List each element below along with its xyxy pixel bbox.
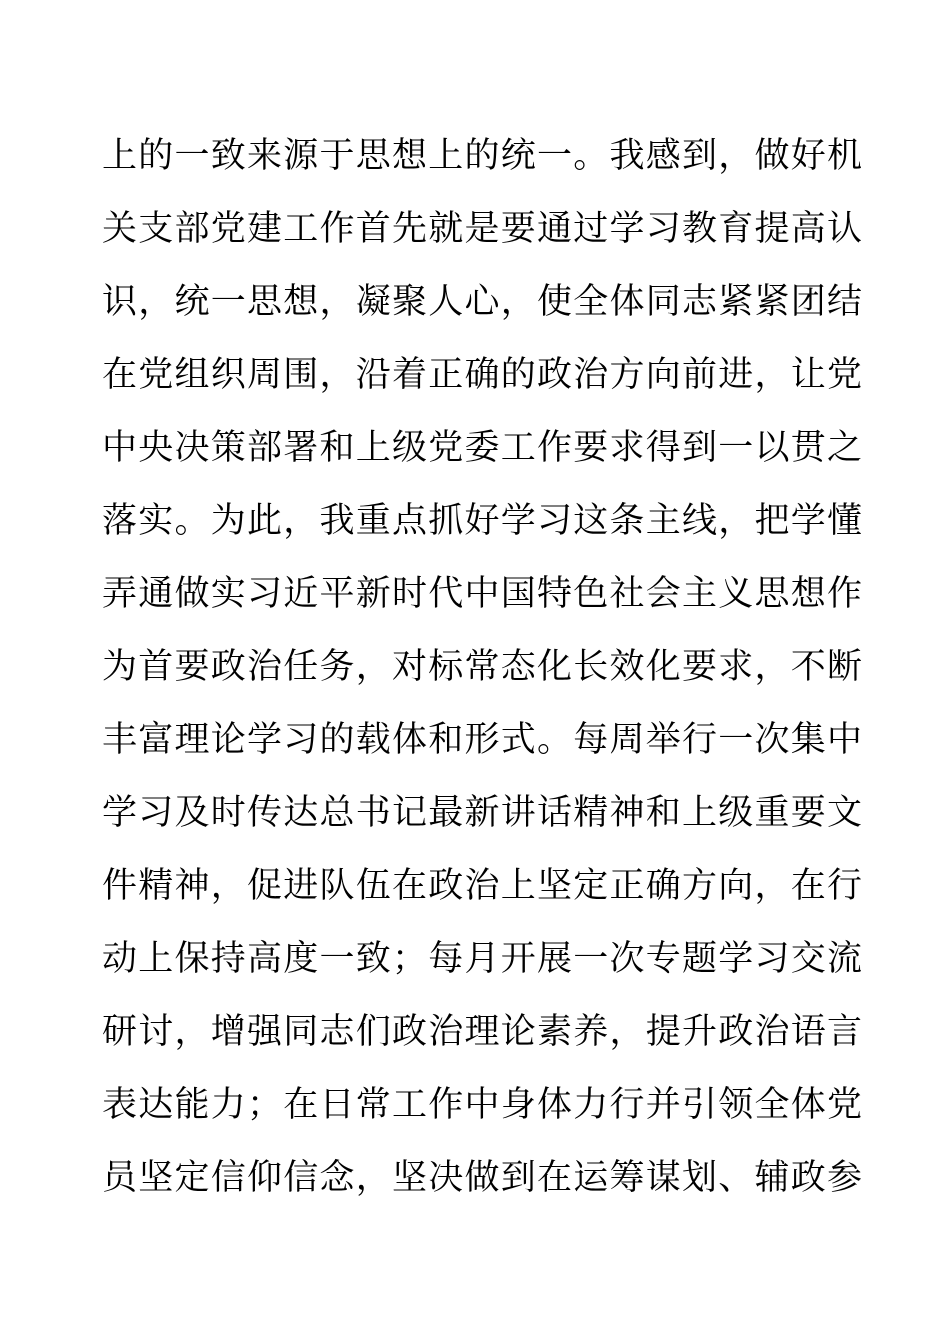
text-line: 为首要政治任务，对标常态化长效化要求，不断 (102, 647, 862, 687)
text-line: 在党组织周围，沿着正确的政治方向前进，让党 (102, 355, 862, 395)
text-line: 丰富理论学习的载体和形式。每周举行一次集中 (102, 720, 862, 760)
text-line: 弄通做实习近平新时代中国特色社会主义思想作 (102, 574, 862, 614)
text-line: 关支部党建工作首先就是要通过学习教育提高认 (102, 209, 862, 249)
text-line: 上的一致来源于思想上的统一。我感到，做好机 (102, 136, 862, 176)
text-line: 落实。为此，我重点抓好学习这条主线，把学懂 (102, 501, 862, 541)
body-text (102, 126, 862, 1221)
text-line: 表达能力；在日常工作中身体力行并引领全体党 (102, 1085, 862, 1125)
text-line: 研讨，增强同志们政治理论素养，提升政治语言 (102, 1012, 862, 1052)
text-line: 识，统一思想，凝聚人心，使全体同志紧紧团结 (102, 282, 862, 322)
text-line: 中央决策部署和上级党委工作要求得到一以贯之 (102, 428, 862, 468)
text-line: 员坚定信仰信念，坚决做到在运筹谋划、辅政参 (102, 1158, 862, 1198)
text-line: 学习及时传达总书记最新讲话精神和上级重要文 (102, 793, 862, 833)
text-line: 动上保持高度一致；每月开展一次专题学习交流 (102, 939, 862, 979)
text-line: 件精神，促进队伍在政治上坚定正确方向，在行 (102, 866, 862, 906)
